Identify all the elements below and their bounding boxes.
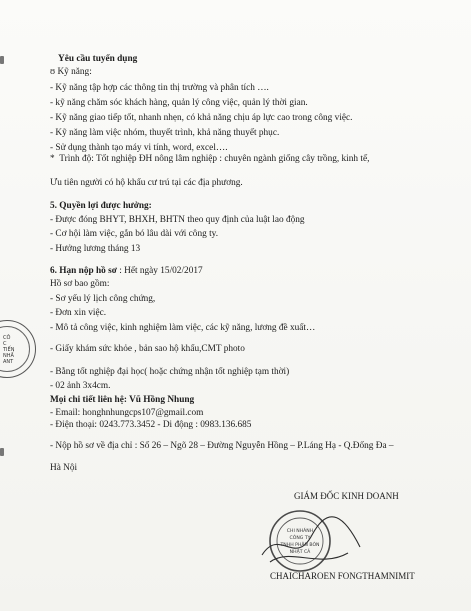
skill-item: - Kỹ năng làm việc nhóm, thuyết trình, khả năng thuyết phục. <box>50 128 280 138</box>
requirements-heading: Yêu cầu tuyển dụng <box>58 54 138 64</box>
benefits-title: 5. Quyền lợi được hưởng: <box>50 201 152 211</box>
left-margin-stamp <box>0 320 36 378</box>
skill-item: - Sử dụng thành tạo máy vi tính, word, excel…. <box>50 143 228 153</box>
skill-item: - Kỹ năng tập hợp các thông tin thị trường và phân tích …. <box>50 83 269 93</box>
dossier-item: - Đơn xin việc. <box>50 308 107 318</box>
signer-name: CHAICHAROEN FONGTHAMNIMIT <box>270 571 415 581</box>
stamp-text: TIẾN <box>3 347 15 353</box>
dossier-item: - 02 ảnh 3x4cm. <box>50 381 111 391</box>
deadline-text: : Hết ngày 15/02/2017 <box>116 266 203 276</box>
stamp-text: TNHH PHÂN BÓN <box>280 543 320 548</box>
dossier-item: - Sơ yếu lý lịch công chứng, <box>50 294 156 304</box>
stamp-text: NHẬT CẢ <box>289 550 311 555</box>
deadline-line <box>50 265 203 277</box>
skill-item: - Kỹ năng giao tiếp tốt, nhanh nhẹn, có khả năng chịu áp lực cao trong công việc. <box>50 113 353 123</box>
punch-hole <box>0 56 4 64</box>
contact-email: - Email: honghnhungcps107@gmail.com <box>50 408 204 418</box>
skills-title: ʊ Kỹ năng: <box>50 67 92 77</box>
stamp-text: NHẤ <box>3 353 14 359</box>
dossier-item: - Bằng tốt nghiệp đại học( hoặc chứng nhận tốt nghiệp tạm thời) <box>50 367 290 377</box>
stamp-text: C <box>3 341 7 347</box>
punch-hole <box>0 448 4 456</box>
dossier-item: - Mô tả công việc, kinh nghiệm làm việc, các kỹ năng, lương đề xuất… <box>50 323 316 333</box>
benefit-item: - Được đóng BHYT, BHXH, BHTN theo quy định của luật lao động <box>50 215 305 225</box>
dossier-intro: Hồ sơ bao gồm: <box>50 279 110 289</box>
stamp-text: ANT <box>3 359 14 365</box>
dossier-item: - Giấy khám sức khỏe , bản sao hộ khẩu,CMT photo <box>50 344 245 354</box>
bullet-icon: ʊ <box>50 67 58 77</box>
star-bullet-icon: * <box>50 154 60 164</box>
stamp-outer-ring <box>270 511 330 571</box>
stamp-text: CHI NHÁNH <box>286 529 314 534</box>
contact-phone: - Điện thoại: 0243.773.3452 - Di động : 0983.136.685 <box>50 420 252 430</box>
stamp-text: CÔNG TY <box>289 536 311 541</box>
benefit-item: - Cơ hội làm việc, gắn bó lâu dài với công ty. <box>50 229 219 239</box>
benefit-item: - Hưởng lương tháng 13 <box>50 244 141 254</box>
skill-item: - kỹ năng chăm sóc khách hàng, quản lý công việc, quản lý thời gian. <box>50 98 308 108</box>
address-line-cont: Hà Nội <box>50 463 78 473</box>
signer-title: GIÁM ĐỐC KINH DOANH <box>294 491 399 501</box>
address-line: - Nộp hồ sơ về địa chỉ : Số 26 – Ngõ 28 – Đường Nguyễn Hồng – P.Láng Hạ - Q.Đống Đa – <box>50 441 394 451</box>
deadline-title: 6. Hạn nộp hồ sơ <box>50 266 117 276</box>
priority-line: Ưu tiên người có hộ khẩu cư trú tại các địa phương. <box>50 178 243 188</box>
education-line: * Trình độ: Tốt nghiệp ĐH nông lâm nghiệp : chuyên ngành giống cây trồng, kinh tế, <box>50 154 370 164</box>
contact-title: Mọi chi tiết liên hệ: Vũ Hồng Nhung <box>50 395 195 405</box>
stamp-text: CÔ <box>3 335 11 341</box>
